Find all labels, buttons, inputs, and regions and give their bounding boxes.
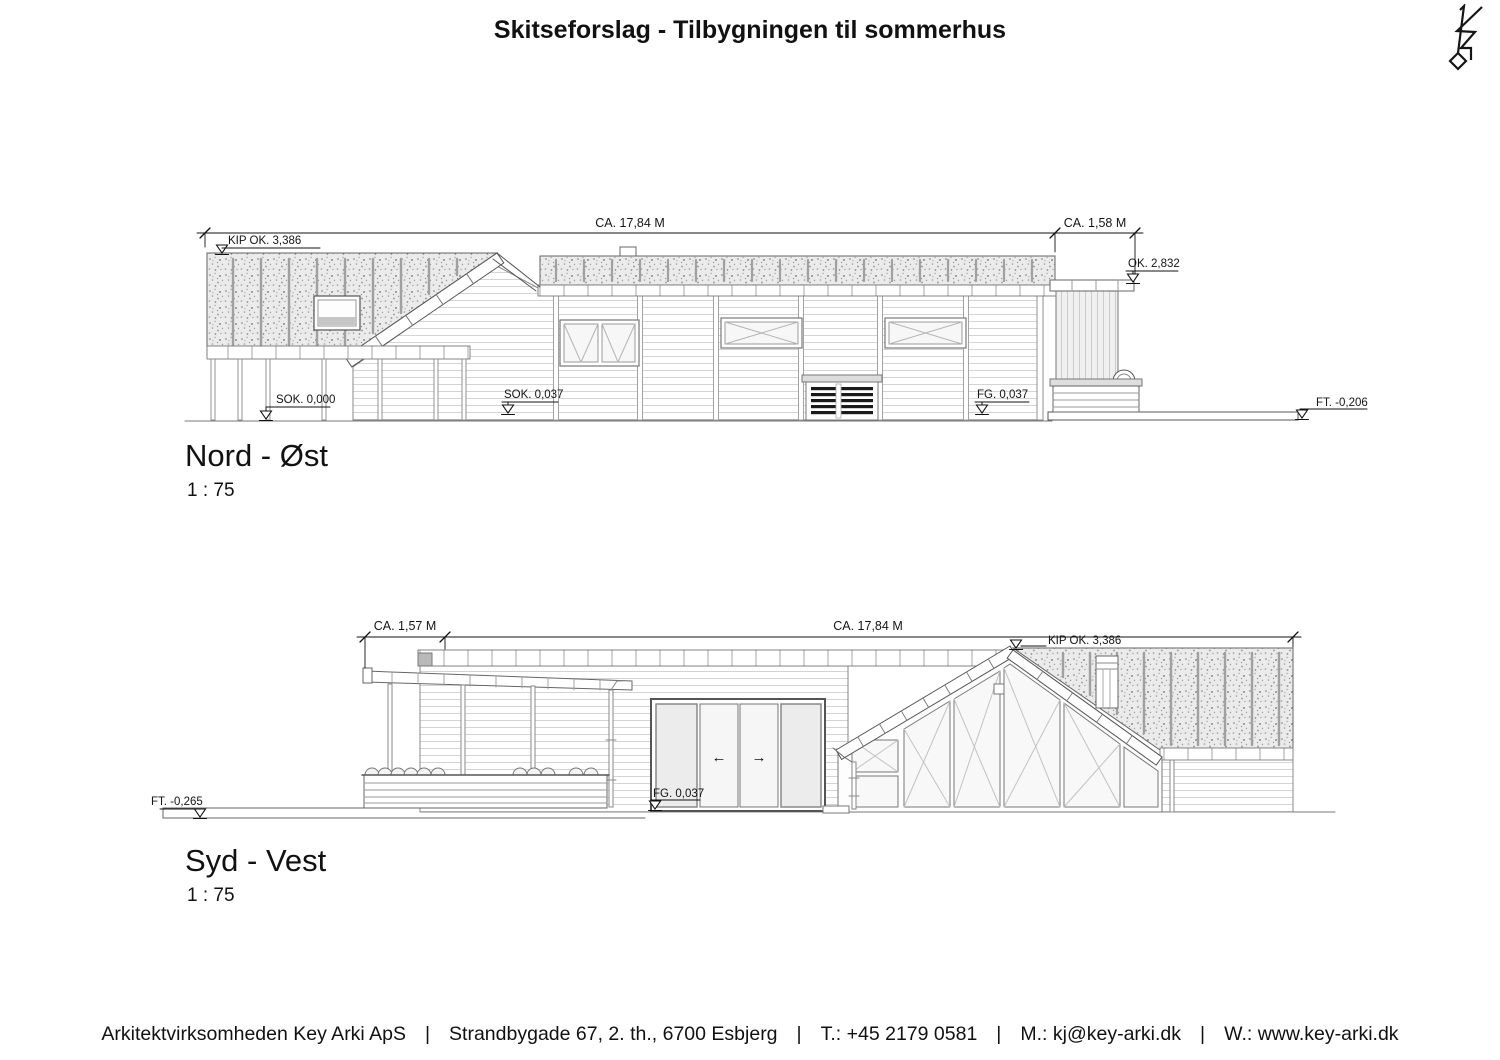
- elevation-2-title: Syd - Vest: [185, 843, 327, 878]
- roof-cap-band-e2: [418, 650, 1010, 666]
- footer-company: Arkitektvirksomheden Key Arki ApS: [101, 1023, 406, 1045]
- extension-roof-e1: [540, 256, 1055, 285]
- lvl-kip-e2: KIP OK. 3,386: [1048, 635, 1122, 647]
- footer-phone: T.: +45 2179 0581: [820, 1023, 978, 1045]
- window-double-casement: [560, 320, 639, 366]
- lvl-ok-e1: OK. 2,832: [1128, 258, 1180, 270]
- elevation-2-scale: 1 : 75: [187, 885, 235, 906]
- footer-address: Strandbygade 67, 2. th., 6700 Esbjerg: [449, 1023, 778, 1045]
- elevation-syd-vest: [151, 619, 1335, 819]
- door-arrow-left: ←: [711, 749, 727, 766]
- annex-e1: [1050, 280, 1142, 412]
- window-band-2: [885, 318, 966, 348]
- roof-vent: [620, 247, 636, 256]
- elevation-1-title: Nord - Øst: [185, 438, 328, 473]
- right-wall-e2: [1160, 760, 1293, 812]
- footer-separator: |: [424, 1023, 431, 1045]
- lvl-sok0-e1: SOK. 0,000: [276, 394, 336, 406]
- downspout-right: [1170, 760, 1174, 812]
- dim-e2-left: CA. 1,57 M: [373, 619, 437, 633]
- dim-e1-right: CA. 1,58 M: [1063, 216, 1127, 230]
- elevation-1-scale: 1 : 75: [187, 480, 235, 501]
- footer-separator: |: [996, 1023, 1002, 1045]
- lvl-fg-e2: FG. 0,037: [653, 788, 705, 800]
- footer-email: M.: kj@key-arki.dk: [1020, 1023, 1182, 1045]
- roof-fascia-e1: [538, 285, 1057, 296]
- chimney: [1096, 656, 1118, 708]
- pergola-fascia-e1: [207, 346, 470, 359]
- louver-box: [802, 375, 882, 420]
- cap-corner-dark: [418, 653, 432, 666]
- lvl-ft-e1: FT. -0,206: [1316, 397, 1368, 409]
- window-band-1: [721, 318, 802, 348]
- lvl-fg-e1: FG. 0,037: [977, 389, 1029, 401]
- dim-e1-main: CA. 17,84 M: [595, 216, 665, 230]
- footer-website: W.: www.key-arki.dk: [1224, 1023, 1399, 1045]
- gable-window: [314, 296, 360, 330]
- footer-separator: |: [1200, 1023, 1206, 1045]
- lvl-kip-e1: KIP OK. 3,386: [228, 235, 302, 247]
- dim-e2-main: CA. 17,84 M: [833, 619, 903, 633]
- page-title: Skitseforslag - Tilbygningen til sommerhus: [493, 16, 1007, 44]
- roof-fascia-e2: [1160, 748, 1293, 760]
- deck-e1: [1048, 412, 1298, 420]
- footer-separator: |: [796, 1023, 802, 1045]
- lvl-ft-e2: FT. -0,265: [151, 796, 203, 808]
- lvl-sok037-e1: SOK. 0,037: [504, 389, 564, 401]
- elevation-nord-ost: [185, 216, 1368, 421]
- door-arrow-right: →: [751, 749, 767, 766]
- footer: [0, 1023, 1500, 1046]
